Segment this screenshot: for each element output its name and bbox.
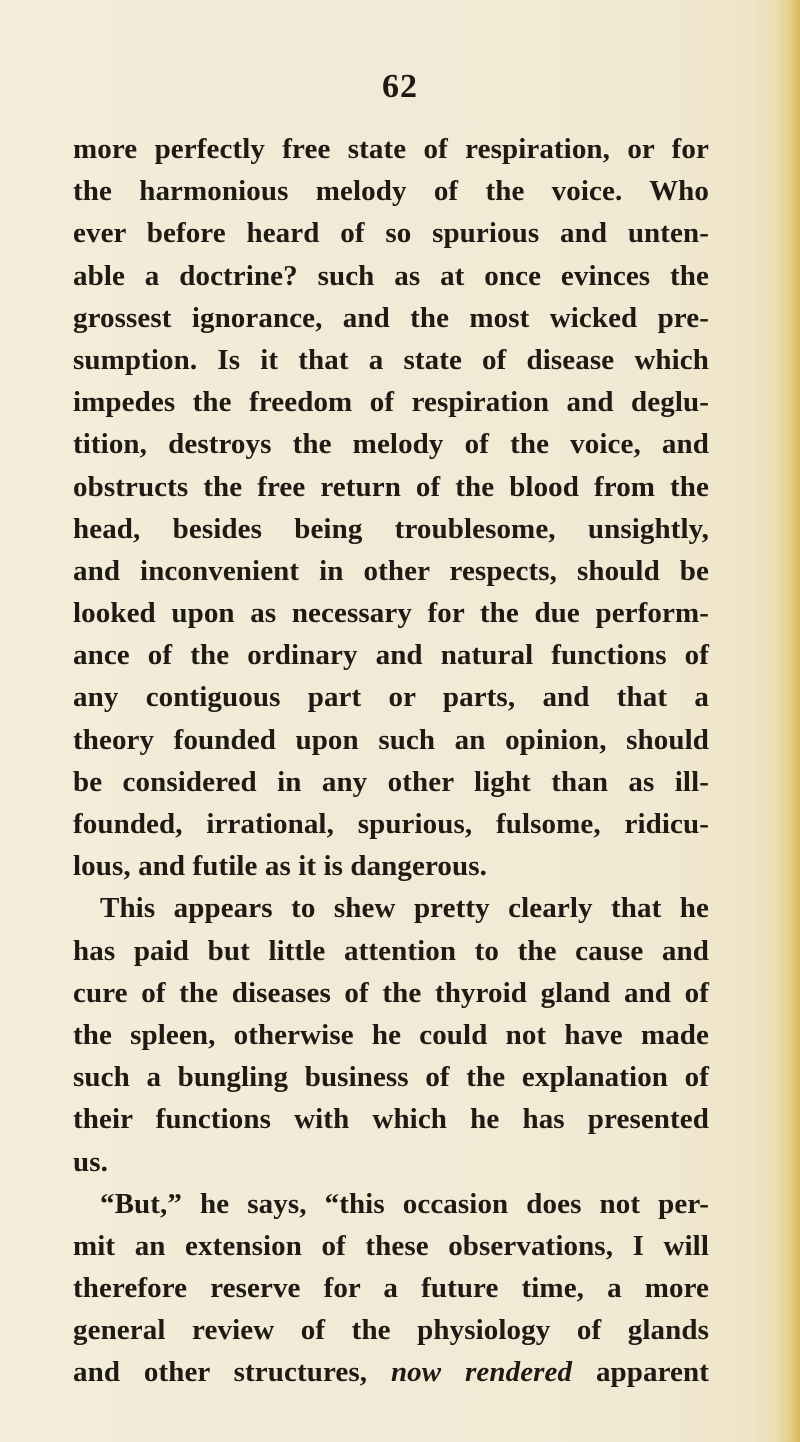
text-line: the spleen, otherwise he could not have made <box>73 1018 709 1051</box>
text-line: us. <box>73 1145 108 1178</box>
text-line: tition, destroys the melody of the voice, and <box>73 428 709 461</box>
text-line: looked upon as necessary for the due perform- <box>73 597 709 630</box>
text-line: any contiguous part or parts, and that a <box>73 681 709 714</box>
text-line: their functions with which he has presented <box>73 1103 709 1136</box>
text-line: able a doctrine? such as at once evinces the <box>73 259 709 292</box>
paragraph-start-line: This appears to shew pretty clearly that he <box>100 892 709 925</box>
body-text <box>73 128 709 1394</box>
text-line: theory founded upon such an opinion, should <box>73 723 709 756</box>
text-line: obstructs the free return of the blood from the <box>73 470 709 503</box>
text-line: has paid but little attention to the cause and <box>73 934 709 967</box>
text-line: ever before heard of so spurious and unten- <box>73 217 709 250</box>
italic-phrase: now rendered <box>390 1356 573 1389</box>
text-line: sumption. Is it that a state of disease which <box>73 343 709 376</box>
text-line: the harmonious melody of the voice. Who <box>73 175 709 208</box>
text-line: cure of the diseases of the thyroid gland and of <box>73 976 709 1009</box>
page-number: 62 <box>382 68 418 105</box>
final-line-before: and other structures, <box>73 1356 368 1389</box>
final-text-line <box>73 1351 709 1393</box>
text-line: general review of the physiology of glands <box>73 1314 709 1347</box>
text-line: lous, and futile as it is dangerous. <box>73 850 487 883</box>
page-edge-shading <box>778 0 800 1442</box>
text-line: such a bungling business of the explanation of <box>73 1061 709 1094</box>
final-line-after: apparent <box>595 1356 709 1389</box>
text-line: head, besides being troublesome, unsightly, <box>73 512 709 545</box>
text-line: impedes the freedom of respiration and deglu- <box>73 386 709 419</box>
text-line: mit an extension of these observations, I will <box>73 1229 709 1262</box>
text-line: ance of the ordinary and natural functions of <box>73 639 709 672</box>
text-line: founded, irrational, spurious, fulsome, ridicu- <box>73 808 709 840</box>
text-line: and inconvenient in other respects, should be <box>73 554 709 587</box>
text-line: more perfectly free state of respiration, or for <box>73 133 709 165</box>
text-line: be considered in any other light than as ill- <box>73 765 709 798</box>
text-line: grossest ignorance, and the most wicked pre- <box>73 301 709 334</box>
paragraph-start-line: “But,” he says, “this occasion does not per- <box>100 1187 709 1220</box>
text-line: therefore reserve for a future time, a more <box>73 1272 709 1305</box>
